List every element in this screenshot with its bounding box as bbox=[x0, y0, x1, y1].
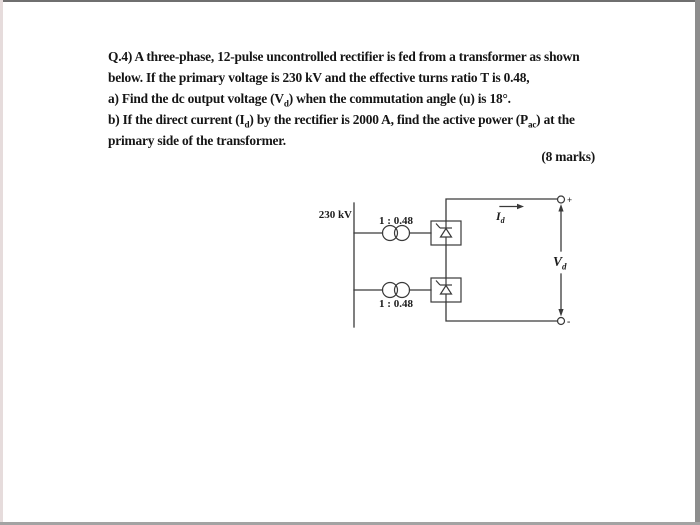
circuit-diagram bbox=[310, 185, 620, 340]
vd-subscript: d bbox=[283, 98, 289, 109]
question-line-2: below. If the primary voltage is 230 kV and the effective turns ratio T is 0.48, bbox=[108, 70, 530, 85]
transformer-bottom-icon bbox=[383, 283, 398, 298]
question-line-3 bbox=[108, 88, 595, 109]
vd-sub: d bbox=[562, 261, 567, 272]
transformer-branch-top bbox=[354, 215, 431, 241]
question-line-3-pre: a) Find the dc output voltage (V bbox=[108, 91, 284, 106]
terminal-positive bbox=[558, 196, 565, 203]
transformer-bottom-icon bbox=[395, 283, 410, 298]
question-line-3-post: ) when the commutation angle (u) is 18°. bbox=[288, 91, 511, 106]
terminal-negative bbox=[558, 318, 565, 325]
question-line-1: Q.4) A three-phase, 12-pulse uncontrolled rectifier is fed from a transformer as shown bbox=[108, 49, 580, 64]
vd-symbol: V bbox=[553, 254, 563, 269]
transformer-branch-bottom bbox=[354, 283, 431, 311]
dc-current-arrow bbox=[500, 204, 524, 209]
converter-bridge-top bbox=[431, 221, 461, 245]
plus-sign: + bbox=[567, 195, 573, 205]
pac-subscript: ac bbox=[527, 119, 537, 130]
question-line-5: primary side of the transformer. bbox=[108, 133, 286, 148]
thyristor-icon bbox=[436, 221, 452, 245]
thyristor-icon bbox=[436, 278, 452, 302]
id-sub: d bbox=[500, 216, 505, 225]
question-text bbox=[108, 46, 595, 167]
page-border-top bbox=[0, 0, 700, 2]
dc-voltage-label bbox=[553, 254, 567, 272]
minus-sign: - bbox=[567, 316, 571, 328]
converter-bridge-bottom bbox=[431, 278, 461, 302]
transformer-top-icon bbox=[395, 226, 410, 241]
primary-voltage-label: 230 kV bbox=[318, 209, 352, 221]
page-border-left bbox=[0, 0, 3, 525]
id-subscript: d bbox=[244, 119, 250, 130]
question-line-4-mid: ) by the rectifier is 2000 A, find the active power (P bbox=[249, 112, 528, 127]
turns-ratio-top-label: 1 : 0.48 bbox=[379, 215, 413, 227]
turns-ratio-bottom-label: 1 : 0.48 bbox=[379, 298, 413, 310]
dc-negative-rail bbox=[446, 302, 558, 321]
question-line-4-post: ) at the bbox=[536, 112, 575, 127]
dc-current-label bbox=[495, 209, 506, 225]
transformer-top-icon bbox=[383, 226, 398, 241]
page-border-right bbox=[695, 0, 700, 525]
marks-label: (8 marks) bbox=[541, 149, 595, 164]
question-line-4 bbox=[108, 109, 595, 130]
question-line-4-pre: b) If the direct current (I bbox=[108, 112, 245, 127]
id-symbol: I bbox=[496, 209, 501, 223]
